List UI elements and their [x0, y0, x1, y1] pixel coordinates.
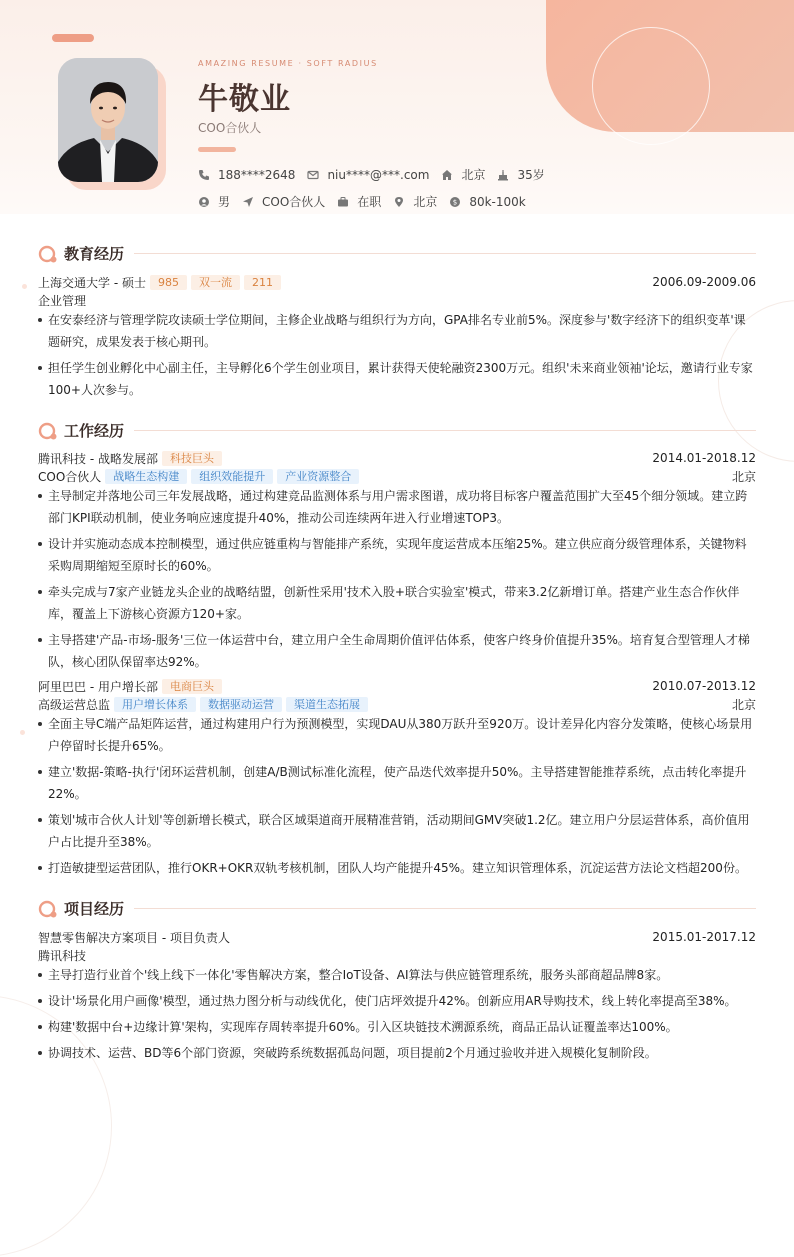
header-decor-ring: [592, 27, 710, 145]
mail-icon: [307, 169, 319, 181]
candidate-role: COO合伙人: [198, 121, 262, 135]
work-item-header: [38, 449, 756, 467]
project-bullet: 协调技术、运营、BD等6个部门资源，突破跨系统数据孤岛问题，项目提前2个月通过验收并进入规模化复制阶段。: [38, 1042, 756, 1064]
work-bullet: 打造敏捷型运营团队，推行OKR+OKR双轨考核机制，团队人均产能提升45%。建立知识管理体系，沉淀运营方法论文档超200份。: [38, 857, 756, 879]
education-date: 2006.09-2009.06: [652, 275, 756, 289]
section-title: 教育经历: [64, 245, 125, 263]
profile-status: [337, 193, 381, 210]
work-date: 2010.07-2013.12: [652, 679, 756, 693]
location-icon: [393, 196, 405, 208]
briefcase-icon: [337, 196, 349, 208]
company-name: 阿里巴巴 - 用户增长部: [38, 679, 158, 694]
profile-target-role: [242, 193, 325, 210]
work-bullet: 主导制定并落地公司三年发展战略，通过构建竞品监测体系与用户需求图谱，成功将目标客户覆盖范围扩大至45个细分领域。建立跨部门KPI联动机制，使业务响应速度提升40%，推动公司连续两年进入行业增速TOP3。: [38, 485, 756, 529]
status-text: 在职: [357, 195, 382, 209]
skill-tag: 战略生态构建: [105, 469, 187, 484]
work-item-header: [38, 677, 756, 695]
work-bullet: 主导搭建'产品-市场-服务'三位一体运营中台，建立用户全生命周期价值评估体系，使客户终身价值提升35%。培育复合型管理人才梯队，核心团队保留率达92%。: [38, 629, 756, 673]
avatar-portrait-icon: [58, 58, 158, 182]
gender-text: 男: [218, 195, 231, 209]
work-position-row: [38, 695, 756, 713]
skill-tag: 用户增长体系: [114, 697, 196, 712]
salary-text: 80k-100k: [469, 194, 526, 209]
work-date: 2014.01-2018.12: [652, 451, 756, 465]
section-education-header: [38, 243, 756, 264]
section-ring-icon: [38, 899, 58, 919]
project-item-header: [38, 928, 756, 946]
avatar: [58, 58, 158, 182]
section-divider: [134, 430, 756, 431]
skill-tag: 渠道生态拓展: [286, 697, 368, 712]
email-text: niu****@***.com: [327, 167, 430, 182]
work-bullet: 策划'城市合伙人计划'等创新增长模式，联合区域渠道商开展精准营销，活动期间GMV突破1.2亿。建立用户分层运营体系，高价值用户占比提升至38%。: [38, 809, 756, 853]
cake-icon: [497, 169, 509, 181]
education-major-row: [38, 291, 756, 309]
education-item-header: [38, 273, 756, 291]
section-title: 工作经历: [64, 422, 125, 440]
work-city: 北京: [731, 469, 756, 484]
project-bullet: 构建'数据中台+边缘计算'架构，实现库存周转率提升60%。引入区块链技术溯源系统，商品正品认证覆盖率达100%。: [38, 1016, 756, 1038]
header-accent-pill: [52, 34, 94, 42]
section-divider: [134, 253, 756, 254]
profile-row: [198, 193, 538, 210]
section-divider: [134, 908, 756, 909]
project-bullet: 主导打造行业首个'线上线下一体化'零售解决方案，整合IoT设备、AI算法与供应链管理系统，服务头部商超品牌8家。: [38, 964, 756, 986]
age-text: 35岁: [517, 168, 545, 182]
education-bullet: 在安泰经济与管理学院攻读硕士学位期间，主修企业战略与组织行为方向，GPA排名专业前5%。深度参与'数字经济下的组织变革'课题研究，成果发表于核心期刊。: [38, 309, 756, 353]
section-ring-icon: [38, 244, 58, 264]
company-tag: 科技巨头: [162, 451, 222, 466]
home-city-text: 北京: [461, 168, 486, 182]
contact-email: [307, 168, 429, 182]
contact-row: [198, 166, 557, 183]
phone-icon: [198, 169, 210, 181]
salary-icon: [449, 196, 461, 208]
work-position-row: [38, 467, 756, 485]
send-icon: [242, 196, 254, 208]
contact-age: [497, 166, 544, 183]
project-bullet: 设计'场景化用户画像'模型，通过热力图分析与动线优化，使门店坪效提升42%。创新应用AR导购技术，线上转化率提高至38%。: [38, 990, 756, 1012]
section-title: 项目经历: [64, 900, 125, 918]
school-name: 上海交通大学 - 硕士: [38, 275, 146, 290]
svg-text:$: $: [453, 198, 458, 207]
skill-tag: 产业资源整合: [277, 469, 359, 484]
decor-dot: [20, 730, 25, 735]
work-city: 北京: [731, 697, 756, 712]
education-bullet: 担任学生创业孵化中心副主任，主导孵化6个学生创业项目，累计获得天使轮融资2300万元。组织'未来商业领袖'论坛，邀请行业专家100+人次参与。: [38, 357, 756, 401]
profile-gender: [198, 193, 230, 210]
skill-tag: 组织效能提升: [191, 469, 273, 484]
section-work-header: [38, 420, 756, 441]
project-date: 2015.01-2017.12: [652, 930, 756, 944]
work-bullet: 牵头完成与7家产业链龙头企业的战略结盟，创新性采用'技术入股+联合实验室'模式，带来3.2亿新增订单。搭建产业生态合作伙伴库，覆盖上下游核心资源方120+家。: [38, 581, 756, 625]
profile-salary: [449, 195, 525, 209]
decor-dot: [22, 284, 27, 289]
work-bullet: 设计并实施动态成本控制模型，通过供应链重构与智能排产系统，实现年度运营成本压缩25%。建立供应商分级管理体系，关键物料采购周期缩短至原时长的60%。: [38, 533, 756, 577]
user-icon: [198, 196, 210, 208]
name-underline-bar: [198, 147, 236, 152]
resume-eyebrow-text: AMAZING RESUME · SOFT RADIUS: [198, 59, 378, 68]
education-major: 企业管理: [38, 293, 87, 308]
contact-home: [441, 166, 485, 183]
section-ring-icon: [38, 421, 58, 441]
contact-phone: [198, 168, 295, 182]
target-role-text: COO合伙人: [262, 195, 326, 209]
skill-tag: 数据驱动运营: [200, 697, 282, 712]
project-company-row: [38, 946, 756, 964]
candidate-name: 牛敬业: [198, 82, 291, 117]
school-tag: 211: [244, 275, 281, 290]
position-title: COO合伙人: [38, 469, 102, 484]
position-title: 高级运营总监: [38, 697, 111, 712]
company-tag: 电商巨头: [162, 679, 222, 694]
section-projects-header: [38, 898, 756, 919]
company-name: 腾讯科技 - 战略发展部: [38, 451, 158, 466]
home-icon: [441, 169, 453, 181]
project-name: 智慧零售解决方案项目 - 项目负责人: [38, 930, 230, 945]
location-text: 北京: [413, 195, 438, 209]
project-company: 腾讯科技: [38, 948, 87, 963]
school-tag: 985: [150, 275, 187, 290]
work-bullet: 建立'数据-策略-执行'闭环运营机制，创建A/B测试标准化流程，使产品迭代效率提升50%。主导搭建智能推荐系统，点击转化率提升22%。: [38, 761, 756, 805]
work-bullet: 全面主导C端产品矩阵运营，通过构建用户行为预测模型，实现DAU从380万跃升至920万。设计差异化内容分发策略，使核心场景用户停留时长提升65%。: [38, 713, 756, 757]
profile-location: [393, 193, 437, 210]
phone-text: 188****2648: [218, 167, 296, 182]
school-tag: 双一流: [191, 275, 240, 290]
